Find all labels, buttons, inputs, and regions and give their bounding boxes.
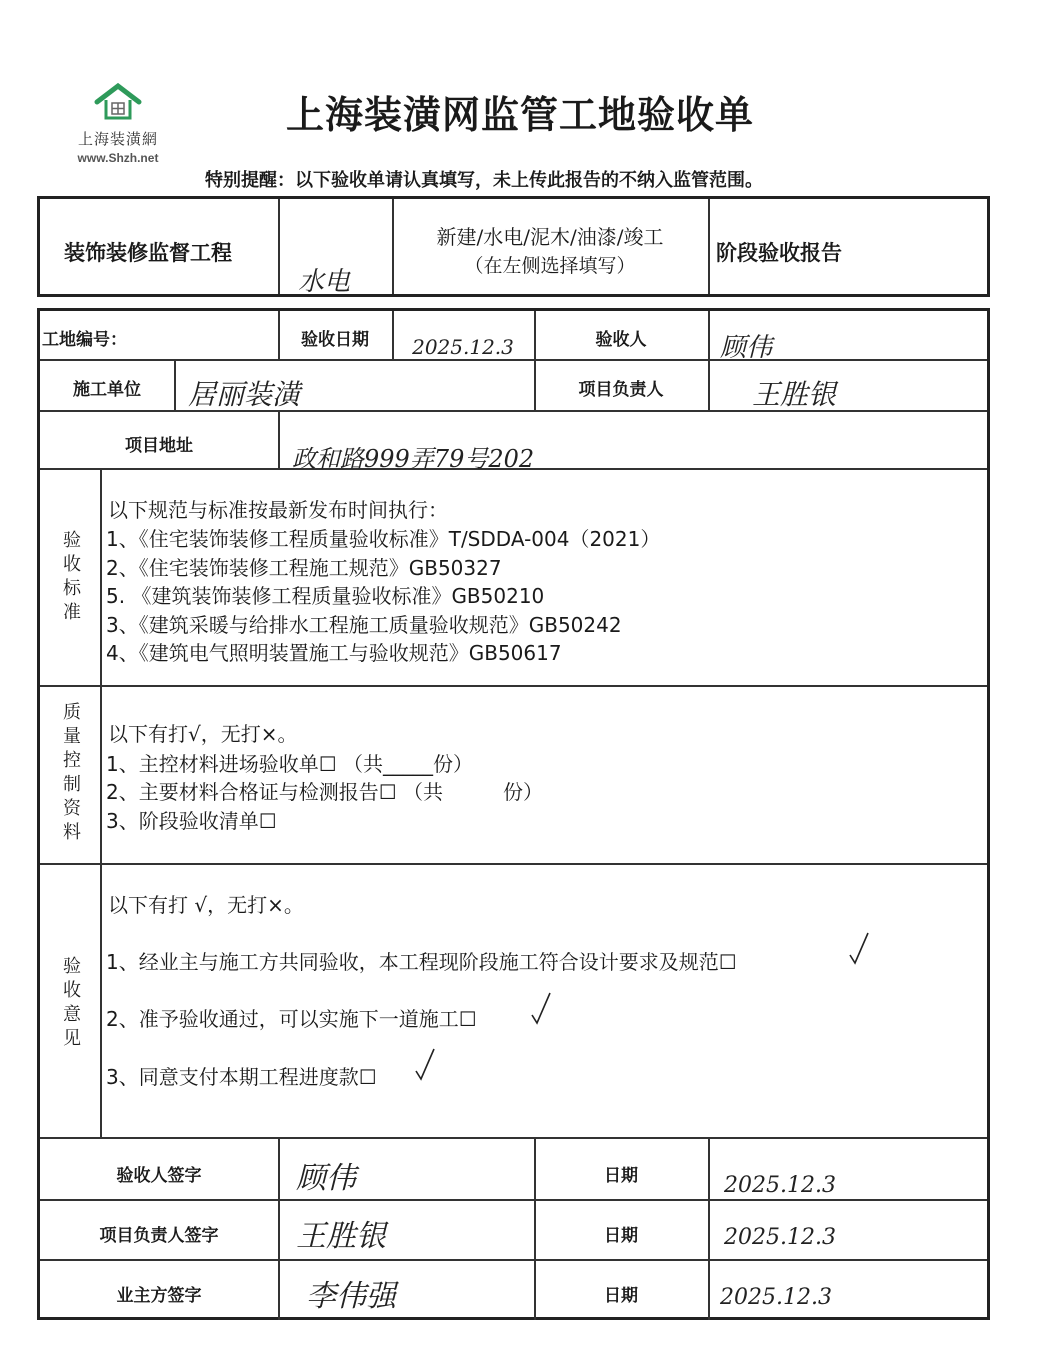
main-form [37, 308, 990, 1320]
opinion-item: 3、同意支付本期工程进度款☐ [106, 1065, 377, 1089]
quality-side-label: 质 量 控 制 资 料 [63, 702, 81, 843]
manager-value: 王胜银 [752, 378, 837, 411]
standards-intro: 以下规范与标准按最新发布时间执行： [108, 498, 448, 522]
checkmark-icon [848, 931, 870, 965]
opinion-side-label: 验 收 意 见 [63, 956, 81, 1049]
quality-item: 3、阶段验收清单☐ [106, 809, 277, 833]
site-no-label: 工地编号： [42, 330, 127, 350]
page-title: 上海装潢网监管工地验收单 [285, 93, 754, 137]
standard-item: 5. 《建筑装饰装修工程质量验收标准》GB50210 [106, 584, 545, 608]
date-label: 日期 [604, 1286, 638, 1306]
sign-date: 2025.12.3 [724, 1225, 836, 1250]
checkmark-icon [414, 1047, 436, 1081]
opinion-item: 1、经业主与施工方共同验收，本工程现阶段施工符合设计要求及规范☐ [106, 950, 737, 974]
header-box [37, 196, 990, 297]
stage-options: 新建/水电/泥木/油漆/竣工 [436, 225, 664, 249]
sign-date: 2025.12.3 [724, 1173, 836, 1198]
date-value: 2025.12.3 [412, 335, 514, 359]
standard-item: 2、《住宅装饰装修工程施工规范》GB50327 [106, 556, 502, 580]
logo [62, 82, 174, 182]
owner-sign-label: 业主方签字 [116, 1286, 202, 1306]
address-value: 政和路999弄79号202 [292, 445, 535, 473]
manager-sign-label: 项目负责人签字 [99, 1226, 219, 1246]
inspector-sign-label: 验收人签字 [116, 1166, 202, 1186]
standard-item: 4、《建筑电气照明装置施工与验收规范》GB50617 [106, 641, 562, 665]
standard-item: 1、《住宅装饰装修工程质量验收标准》T/SDDA-004（2021） [106, 527, 661, 551]
inspector-signature: 顾伟 [296, 1161, 356, 1196]
inspector-value: 顾伟 [720, 333, 773, 363]
sign-date: 2025.12.3 [720, 1285, 832, 1310]
quality-intro: 以下有打√，无打×。 [108, 722, 298, 746]
opinion-item: 2、准予验收通过，可以实施下一道施工☐ [106, 1007, 477, 1031]
project-label: 装饰装修监督工程 [64, 241, 232, 265]
logo-name: 上海装潢網 [77, 130, 158, 148]
date-label: 日期 [604, 1226, 638, 1246]
standard-item: 3、《建筑采暖与给排水工程施工质量验收规范》GB50242 [106, 613, 622, 637]
manager-label: 项目负责人 [578, 380, 664, 400]
owner-signature: 李伟强 [306, 1279, 396, 1314]
report-label: 阶段验收报告 [716, 241, 842, 265]
notice-text: 特别提醒：以下验收单请认真填写，未上传此报告的不纳入监管范围。 [205, 170, 763, 191]
quality-item: 1、主控材料进场验收单☐ （共_____份） [106, 752, 474, 776]
standards-side-label: 验 收 标 准 [63, 530, 81, 623]
checkmark-icon [530, 991, 552, 1025]
date-label: 日期 [604, 1166, 638, 1186]
date-label: 验收日期 [301, 330, 369, 350]
contractor-value: 居丽装潢 [188, 378, 301, 411]
opinion-intro: 以下有打 √，无打×。 [108, 893, 304, 917]
quality-item: 2、主要材料合格证与检测报告☐ （共 份） [106, 780, 544, 804]
stage-value: 水电 [298, 267, 351, 297]
stage-hint: （在左侧选择填写） [464, 255, 636, 277]
house-logo-icon [93, 82, 143, 124]
contractor-label: 施工单位 [73, 380, 141, 400]
manager-signature: 王胜银 [296, 1219, 386, 1254]
address-label: 项目地址 [125, 436, 193, 456]
inspector-label: 验收人 [595, 330, 647, 350]
logo-url: www.Shzh.net [77, 151, 159, 165]
